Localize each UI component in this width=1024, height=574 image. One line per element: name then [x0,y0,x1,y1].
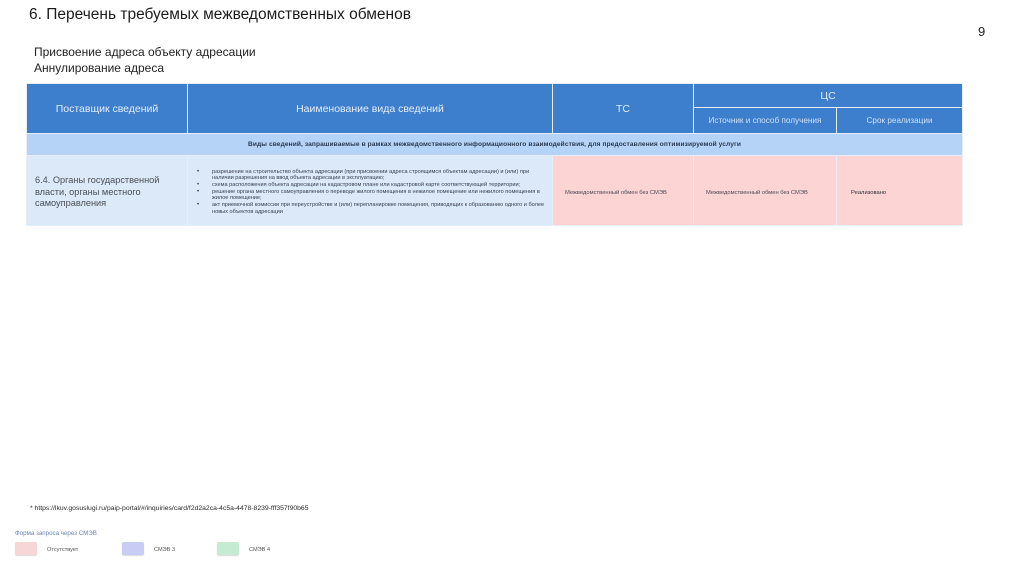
list-item: • разрешение на строительство объекта адресации (при присвоении адреса строящимся объектам адресации) и (или) при наличии разрешения на ввод объекта адресации в эксплуатацию; [194,169,548,182]
list-item: • схема расположения объекта адресации на кадастровом плане или кадастровой карте соответствующей территории; [194,182,548,189]
exchanges-table [26,83,963,226]
cell-cs-term: Реализовано [837,156,963,226]
column-header-cs-term: Срок реализации [837,108,963,134]
list-item: • акт приемочной комиссии при переустройстве и (или) перепланировке помещения, приводящих к образованию одного и более новых объектов адресации [194,202,548,215]
column-header-provider: Поставщик сведений [27,84,188,134]
table-row [27,156,963,226]
list-item: • решение органа местного самоуправления о переводе жилого помещения в нежилое помещение или нежилого помещения в жилое помещение; [194,189,548,202]
legend-swatch-pink [15,542,37,555]
legend-label: Отсутствует [47,547,79,553]
legend-title: Форма запроса через СМЭВ [15,530,97,537]
column-header-cs-source: Источник и способ получения [694,108,837,134]
legend-swatch-violet [122,542,144,555]
legend-label: СМЭВ 4 [249,547,271,553]
page-number: 9 [978,24,986,39]
footnote-link[interactable]: * https://lkuv.gosuslugi.ru/paip-portal/#/inquiries/card/f2d2a2ca-4c5a-4478-8239-fff357f90b65 [30,505,309,512]
column-header-cs: ЦС [694,84,963,108]
subtitle-line-1: Присвоение адреса объекту адресации [34,45,256,59]
cell-names [188,156,553,226]
cell-provider: 6.4. Органы государственной власти, органы местного самоуправления [27,156,188,226]
column-header-ts: ТС [553,84,694,134]
legend-label: СМЭВ 3 [154,547,176,553]
cell-ts: Межведомственный обмен без СМЭВ [553,156,694,226]
page-title: 6. Перечень требуемых межведомственных обменов [29,6,411,23]
column-header-name: Наименование вида сведений [188,84,553,134]
legend-swatch-green [217,542,239,555]
subtitle-line-2: Аннулирование адреса [34,60,164,75]
section-band: Виды сведений, запрашиваемые в рамках межведомственного информационного взаимодействия, для предоставления оптимизируемой услуги [27,134,963,156]
subtitle [34,45,256,76]
info-list [194,169,548,216]
cell-cs-source: Межведомственный обмен без СМЭВ [694,156,837,226]
